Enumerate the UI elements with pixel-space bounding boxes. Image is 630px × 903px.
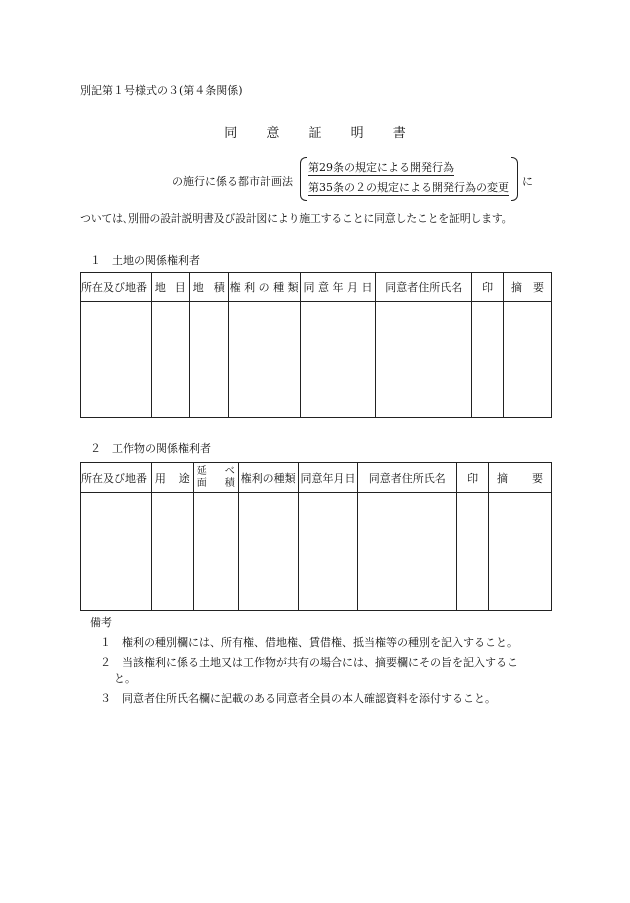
remark-item: １ 権利の種別欄には、所有権、借地権、賃借権、抵当権等の種別を記入すること。	[100, 636, 518, 649]
title-char: 同	[224, 126, 238, 141]
column-header: 摘 要	[504, 273, 552, 302]
section2-heading: ２ 工作物の関係権利者	[90, 442, 211, 455]
column-header: 地 積	[189, 273, 228, 302]
column-header: 同意者住所氏名	[358, 463, 457, 493]
remark-item-continued: と。	[114, 672, 136, 685]
column-header: 印	[457, 463, 489, 493]
column-header: 同意年月日	[298, 463, 358, 493]
option-article-35-2: 第35条の２の規定による開発行為の変更	[308, 181, 509, 194]
column-header: 権利の種類	[238, 463, 298, 493]
column-header: 延 べ 面 積	[193, 463, 238, 493]
table-header-row	[81, 463, 552, 493]
input-cell[interactable]	[81, 302, 152, 418]
column-header: 地 目	[151, 273, 189, 302]
remark-item: ２ 当該権利に係る土地又は工作物が共有の場合には、摘要欄にその旨を記入するこ	[100, 656, 518, 669]
title-char: 書	[392, 126, 406, 141]
right-parenthesis	[511, 157, 518, 201]
column-header: 摘 要	[489, 463, 552, 493]
table-row	[81, 302, 552, 418]
law-article-options	[300, 157, 518, 201]
input-cell[interactable]	[228, 302, 300, 418]
intro-suffix: に	[522, 175, 533, 188]
option-article-29: 第29条の規定による開発行為	[308, 161, 454, 174]
input-cell[interactable]	[472, 302, 504, 418]
column-header: 権 利 の 種 類	[228, 273, 300, 302]
column-header: 所在及び地番	[81, 273, 152, 302]
structure-rights-table	[80, 462, 552, 611]
remarks-heading: 備考	[90, 616, 112, 629]
section1-heading: １ 土地の関係権利者	[90, 254, 200, 267]
form-label: 別記第１号様式の３(第４条関係)	[80, 84, 243, 97]
input-cell[interactable]	[151, 302, 189, 418]
left-parenthesis	[300, 157, 307, 201]
land-rights-table	[80, 272, 552, 418]
column-header: 所在及び地番	[81, 463, 152, 493]
table-row	[81, 493, 552, 611]
column-header: 同意者住所氏名	[376, 273, 472, 302]
input-cell[interactable]	[298, 493, 358, 611]
input-cell[interactable]	[457, 493, 489, 611]
input-cell[interactable]	[300, 302, 376, 418]
input-cell[interactable]	[489, 493, 552, 611]
title-char: 証	[308, 126, 322, 141]
intro-prefix: の施行に係る都市計画法	[172, 175, 293, 188]
title-char: 明	[350, 126, 364, 141]
column-header: 同 意 年 月 日	[300, 273, 376, 302]
input-cell[interactable]	[376, 302, 472, 418]
page-title	[0, 122, 630, 141]
title-char: 意	[266, 126, 280, 141]
column-header: 印	[472, 273, 504, 302]
input-cell[interactable]	[189, 302, 228, 418]
remark-item: ３ 同意者住所氏名欄に記載のある同意者全員の本人確認資料を添付すること。	[100, 692, 496, 705]
input-cell[interactable]	[151, 493, 193, 611]
input-cell[interactable]	[238, 493, 298, 611]
intro-statement: ついては､別冊の設計説明書及び設計図により施工することに同意したことを証明します。	[80, 212, 513, 225]
input-cell[interactable]	[193, 493, 238, 611]
table-header-row	[81, 273, 552, 302]
input-cell[interactable]	[504, 302, 552, 418]
input-cell[interactable]	[81, 493, 152, 611]
input-cell[interactable]	[358, 493, 457, 611]
column-header: 用 途	[151, 463, 193, 493]
